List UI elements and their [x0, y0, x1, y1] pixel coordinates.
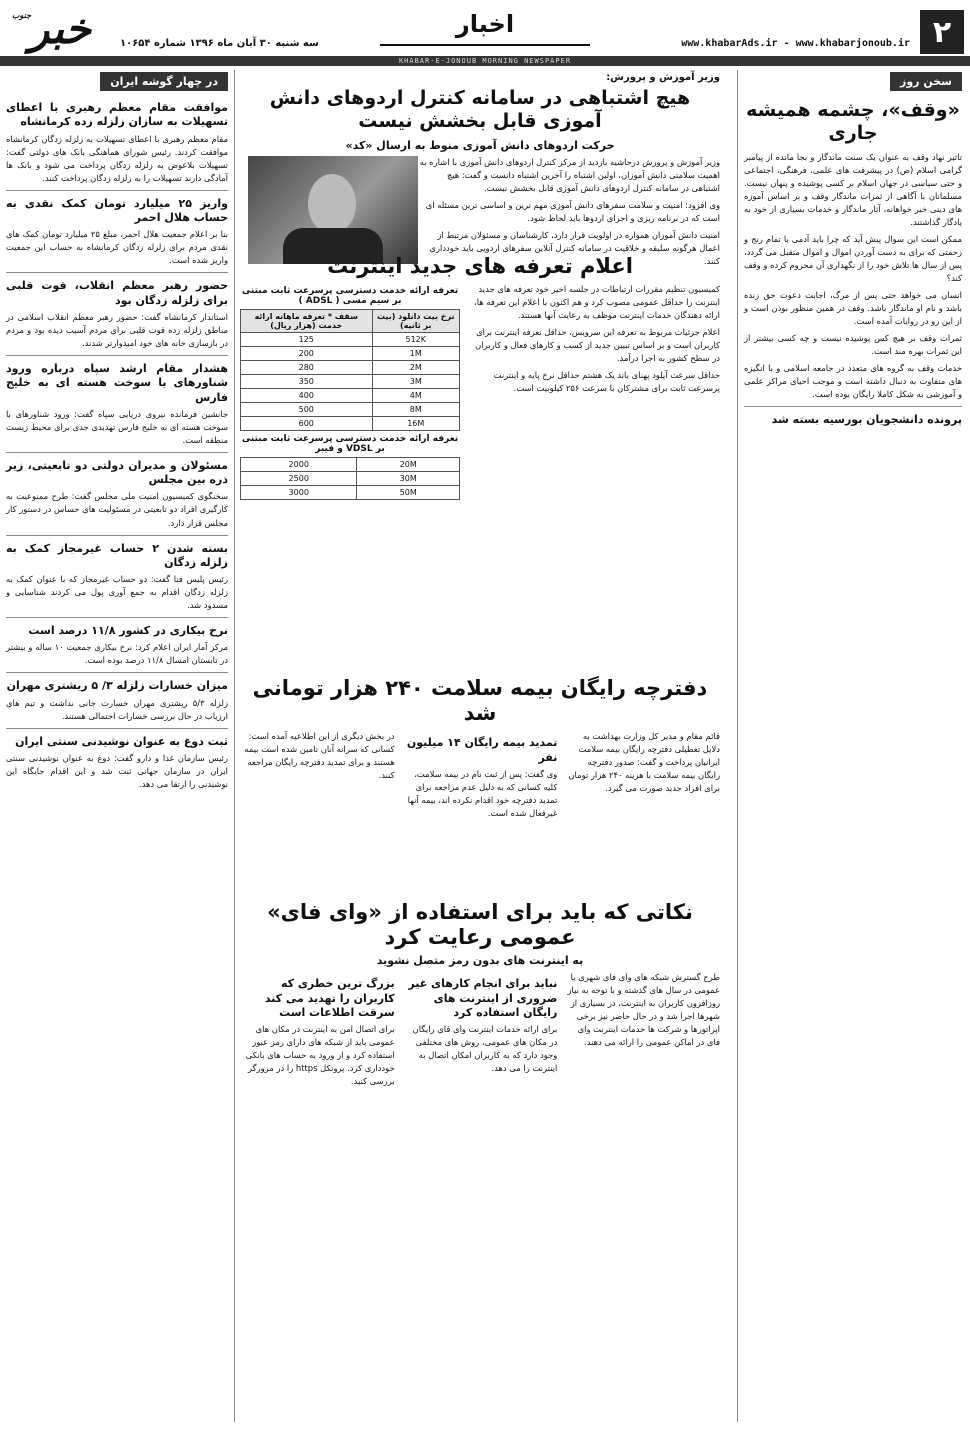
divider: [6, 672, 228, 673]
photo-face: [308, 174, 356, 234]
news-headline: پرونده دانشجویان بورسیه بسته شد: [771, 412, 962, 426]
table-cell: 3M: [372, 375, 460, 389]
table-cell: 2M: [372, 361, 460, 375]
table-row: [241, 333, 460, 347]
editorial-paragraph: ثمرات وقف بر هیچ کس پوشیده نیست و چه کسی بیشتر از این ثمرات بهره مند است.: [744, 332, 962, 356]
story-crosshead: بزرگ ترین خطری که کاربران را تهدید می کند سرقت اطلاعات است: [264, 977, 395, 1019]
table-row: [241, 361, 460, 375]
tariff-table-title: تعرفه ارائه خدمت دسترسی پرسرعت ثابت مبتنی بر سیم مسی ( ADSL ): [241, 286, 459, 307]
story-health-insurance: [240, 672, 720, 894]
story-columns: [240, 971, 720, 1092]
table-row: [241, 458, 460, 472]
news-paragraph: جانشین فرمانده نیروی دریایی سپاه گفت: ورود شناورهای با سوخت هسته ای به خلیج فارس تهدیدی جدی برای محیط زیست منطقه است.: [6, 408, 228, 445]
vdsl-tariff-table: [240, 457, 460, 500]
news-headline: مسئولان و مدیران دولتی دو تابعیتی، زیر ذره بین مجلس: [6, 458, 228, 487]
editorial-paragraph: تاثیر نهاد وقف به عنوان یک سنت ماندگار و بجا مانده از پیامبر گرامی اسلام (ص) در پیشرفت های علمی، فرهنگی، اجتماعی و حتی سیاسی در جهان اسلام بر کسی پوشیده و پنهان نیست. مسلمانان با آگاهی از ثمرات ماندگار وقف و بر اساس آموزه های دینی خیر خواهانه، آثار ماندگار و خدمات بسیاری از خود به یادگار گذاشتند.: [744, 151, 962, 227]
table-row: [241, 486, 460, 500]
table-cell: 50M: [357, 486, 460, 500]
story-crosshead: نباید برای انجام کارهای غیر ضروری از اینترنت های رایگان استفاده کرد: [408, 977, 558, 1019]
news-headline: بسته شدن ۲ حساب غیرمجاز کمک به زلزله زدگان: [6, 541, 228, 569]
page-number: ۲: [920, 10, 964, 54]
logo-text: خبر: [29, 4, 91, 53]
site-urls[interactable]: www.khabarAds.ir - www.khabarjonoub.ir: [681, 38, 910, 49]
story-paragraph: وزیر آموزش و پرورش درحاشیه بازدید از مرکز کنترل اردوهای دانش آموزی با اشاره به اهمیت سلامتی دانش آموزان، اولین اشتباه را آخرین اشتباه دانست و گفت: هیچ اشتباهی در سامانه کنترل اردوهای دانش آموزی قابل بخشش نیست.: [419, 156, 720, 193]
table-header: سقف * تعرفه ماهانه ارائه خدمت (هزار ریال): [241, 310, 373, 333]
left-column: [6, 70, 235, 1422]
news-headline: موافقت مقام معظم رهبری با اعطای تسهیلات به سازان زلزله زده کرمانشاه: [6, 101, 228, 129]
table-row: [241, 375, 460, 389]
news-paragraph: مقام معظم رهبری با اعطای تسهیلات به زلزله زدگان کرمانشاه موافقت کردند. رئیس شورای هماهنگی بانک های دولتی گفت: تسهیلات بلاعوض به زلزله زدگان پرداخت می شود و بانک ها آمادگی دارند تسهیلات را به زلزله زدگان پرداخت کنند.: [6, 133, 228, 183]
story-paragraph: حداقل سرعت آپلود پهنای باند یک هشتم حداقل نرخ پایه و اینترنت پرسرعت ثابت برای مشترکان با سرعت ۲۵۶ کیلوبیت است.: [493, 370, 720, 394]
newspaper-logo: [4, 4, 116, 56]
table-cell: 350: [241, 375, 373, 389]
story-subhead: به اینترنت های بدون رمز متصل نشوید: [376, 954, 584, 968]
story-paragraph: امنیت دانش آموزان همواره در اولویت قرار دارد، کارشناسان و مسئولان مرتبط از اعمال هرگونه سلیقه و خلاقیت در سامانه کنترل آنلاین سفرهای اردویی باید خودداری کنند.: [429, 229, 720, 266]
story-paragraph: وی افزود: امنیت و سلامت سفرهای دانش آموزی مهم ترین و اساسی ترین مسئله ای است که در برنامه ریزی و اجرای اردوها باید لحاظ شود.: [425, 199, 720, 223]
divider: [6, 617, 228, 618]
issue-date: سه شنبه ۳۰ آبان ماه ۱۳۹۶ شماره ۱۰۶۵۴: [120, 38, 319, 49]
table-cell: 16M: [372, 417, 460, 431]
news-paragraph: رئیس پلیس فتا گفت: دو حساب غیرمجاز که با عنوان کمک به زلزله زدگان اقدام به جمع آوری پول می کردند شناسایی و مسدود شد.: [6, 574, 228, 611]
news-headline: ثبت دوغ به عنوان نوشیدنی سنتی ایران: [15, 734, 228, 748]
table-cell: 200: [241, 347, 373, 361]
story-paragraph: برای ارائه خدمات اینترنت وای فای رایگان در مکان های عمومی، روش های مختلفی وجود دارد که به کاربران امکان اتصال به اینترنت را می دهد.: [412, 1024, 558, 1074]
news-headline: میزان خسارات زلزله ۳/ ۵ ریشتری مهران: [6, 679, 228, 693]
news-paragraph: رئیس سازمان غذا و دارو گفت: دوغ به عنوان نوشیدنی سنتی ایران در سازمان جهانی ثبت شد و این اقدام جایگاه این نوشیدنی را ارتقا می دهد.: [6, 753, 228, 790]
editorial-kicker: سخن روز: [890, 72, 962, 91]
story-paragraph: وی گفت: پس از ثبت نام در بیمه سلامت، کلیه کسانی که به دلیل عدم مراجعه برای تمدید دفترچه خود اقدام نکرده اند، بیمه آنها غیرفعال شده است.: [407, 768, 558, 819]
news-paragraph: زلزله ۵/۳ ریشتری مهران خسارت جانی نداشت و تیم های ارزیاب در حال بررسی خسارات احتمالی هستند.: [6, 697, 228, 721]
story-public-wifi: [240, 896, 720, 1422]
table-cell: 400: [241, 389, 373, 403]
story-paragraph: برای اتصال امن به اینترنت در مکان های عمومی باید از شبکه های دارای رمز عبور استفاده کرد و از ورود به حساب های بانکی خودداری کرد. پروتکل https را در مرورگر بررسی کنید.: [245, 1024, 395, 1087]
table-cell: 125: [241, 333, 373, 347]
minister-photo: [248, 156, 418, 264]
tariff-table-title: تعرفه ارائه خدمت دسترسی پرسرعت ثابت مبتنی بر VDSL و فیبر: [241, 434, 459, 455]
story-paragraph: طرح گسترش شبکه های وای فای شهری یا عمومی در سال های گذشته و با توجه به نیاز روزافزون کاربران به اینترنت، در بسیاری از شهرها اجرا شد و در حال حاضر نیز برخی اپراتورها و شرکت ها خدمات اینترنت وای فای در اماکن عمومی را ارائه می دهند.: [567, 972, 720, 1048]
news-paragraph: استاندار کرمانشاه گفت: حضور رهبر معظم انقلاب اسلامی در مناطق زلزله زده قوت قلبی برای مردم آسیب دیده بود و مردم در بازسازی خانه های خود امیدوارتر شدند.: [6, 311, 228, 348]
news-headline: نرخ بیکاری در کشور ۱۱/۸ درصد است: [28, 624, 228, 638]
corner-news-kicker: در چهار گوشه ایران: [100, 72, 228, 91]
table-cell: 3000: [241, 486, 357, 500]
table-row: [241, 417, 460, 431]
story-subhead: حرکت اردوهای دانش آموزی منوط به ارسال «کد»: [345, 138, 615, 152]
story-internet-tariffs: [240, 250, 720, 670]
story-paragraph: اعلام جزئیات مربوط به تعرفه این سرویس، حداقل تعرفه اینترنت برای کاربران است و بر اساس تبیین جدید از کسب و کارهای فعال و کاربران در سطح کشور به اجرا درآمد.: [475, 327, 720, 364]
editorial-paragraph: ممکن است این سوال پیش آید که چرا باید آدمی با تمام رنج و زحمتی که برای به دست آوردن اموال و اموال متقبل می گردد، پس از سال ها تلاش خود را از نگهداری آن محروم کرده و وقف کند؟: [744, 233, 962, 283]
editorial-paragraph: انسان می خواهد حتی پس از مرگ، اجابت دعوت حق زنده باشد و نام او ماندگار باشد. وقف در همین منظور بودن است و از این رو در روایات آمده است.: [744, 289, 962, 326]
story-headline: نکاتی که باید برای استفاده از «وای فای» عمومی رعایت کرد: [267, 900, 693, 950]
story-paragraph: کمیسیون تنظیم مقررات ارتباطات در جلسه اخیر خود تعرفه های جدید اینترنت را حداقل عمومی مصوب کرد و هم اکنون با اعلام این تعرفه ها، ارائه دهندگان خدمات اینترنت موظف به رعایت آنها هستند.: [474, 284, 720, 321]
table-row: [241, 347, 460, 361]
divider: [6, 272, 228, 273]
table-row: [241, 403, 460, 417]
news-paragraph: بنا بر اعلام جمعیت هلال احمر، مبلغ ۲۵ میلیارد تومان کمک های نقدی مردم برای زلزله زدگان کرمانشاه به حساب این جمعیت واریز شده است.: [6, 229, 228, 266]
table-row: [241, 389, 460, 403]
story-paragraph: در بخش دیگری از این اطلاعیه آمده است: کسانی که سرانه آنان تامین شده است بیمه هستند و برای تمدید دفترچه رایگان مراجعه کنند.: [244, 731, 395, 781]
table-row: [241, 472, 460, 486]
divider: [6, 728, 228, 729]
news-paragraph: سخنگوی کمیسیون امنیت ملی مجلس گفت: طرح ممنوعیت به کارگیری افراد دو تابعیتی در مسئولیت های حساس در دستور کار مجلس قرار دارد.: [6, 491, 228, 528]
table-cell: 2500: [241, 472, 357, 486]
table-cell: 20M: [357, 458, 460, 472]
table-cell: 280: [241, 361, 373, 375]
news-headline: حضور رهبر معظم انقلاب، قوت قلبی برای زلزله زدگان بود: [6, 279, 228, 307]
right-column: [737, 70, 962, 1422]
masthead: [0, 0, 970, 64]
story-crosshead: تمدید بیمه رایگان ۱۴ میلیون نفر: [406, 736, 558, 764]
table-cell: 8M: [372, 403, 460, 417]
adsl-tariff-table: [240, 309, 460, 431]
tariff-tables: [240, 283, 460, 500]
story-columns: [240, 730, 720, 824]
story-paragraph: قائم مقام و مدیر کل وزارت بهداشت به دلایل تعطیلی دفترچه رایگان بیمه سلامت ایرانیان پرداخت و گفت: صدور دفترچه رایگان بیمه سلامت با هزینه ۲۴۰ هزار تومان برای افراد جدید صورت می گیرد.: [568, 731, 720, 794]
story-headline: دفترچه رایگان بیمه سلامت ۲۴۰ هزار تومانی شد: [252, 676, 708, 726]
divider: [6, 535, 228, 536]
story-kicker: وزیر آموزش و پرورش:: [606, 72, 720, 83]
table-cell: 1M: [372, 347, 460, 361]
masthead-ribbon: KHABAR-E-JONOUB MORNING NEWSPAPER: [0, 56, 970, 66]
story-headline: اعلام تعرفه های جدید اینترنت: [327, 254, 633, 278]
divider: [6, 355, 228, 356]
story-headline: هیچ اشتباهی در سامانه کنترل اردوهای دانش آموزی قابل بخشش نیست: [269, 87, 691, 132]
news-paragraph: مرکز آمار ایران اعلام کرد: نرخ بیکاری جمعیت ۱۰ ساله و بیشتر در تابستان امسال ۱۱/۸ درصد بوده است.: [6, 642, 228, 666]
editorial-headline: «وقف»، چشمه همیشه جاری: [746, 99, 960, 144]
table-header: نرخ بیت دانلود (بیت بر ثانیه): [372, 310, 460, 333]
section-title: اخبار: [380, 10, 590, 46]
editorial-paragraph: خدمات وقف به گروه های متعدد در جامعه اسلامی و با انگیزه های متفاوت به دنبال داشته است و موجب احیای مراکز علمی و آموزشی به شکل کاملا رایگان بوده است.: [744, 362, 962, 399]
divider: [6, 190, 228, 191]
table-cell: 512K: [372, 333, 460, 347]
logo-subtext: جنوب: [12, 10, 32, 20]
divider: [744, 406, 962, 407]
table-cell: 600: [241, 417, 373, 431]
table-cell: 30M: [357, 472, 460, 486]
table-cell: 2000: [241, 458, 357, 472]
table-cell: 500: [241, 403, 373, 417]
divider: [6, 452, 228, 453]
table-cell: 4M: [372, 389, 460, 403]
news-headline: واریز ۲۵ میلیارد تومان کمک نقدی به حساب هلال احمر: [6, 196, 228, 224]
news-headline: هشدار مقام ارشد سپاه درباره ورود شناورهای با سوخت هسته ای به خلیج فارس: [6, 361, 228, 404]
